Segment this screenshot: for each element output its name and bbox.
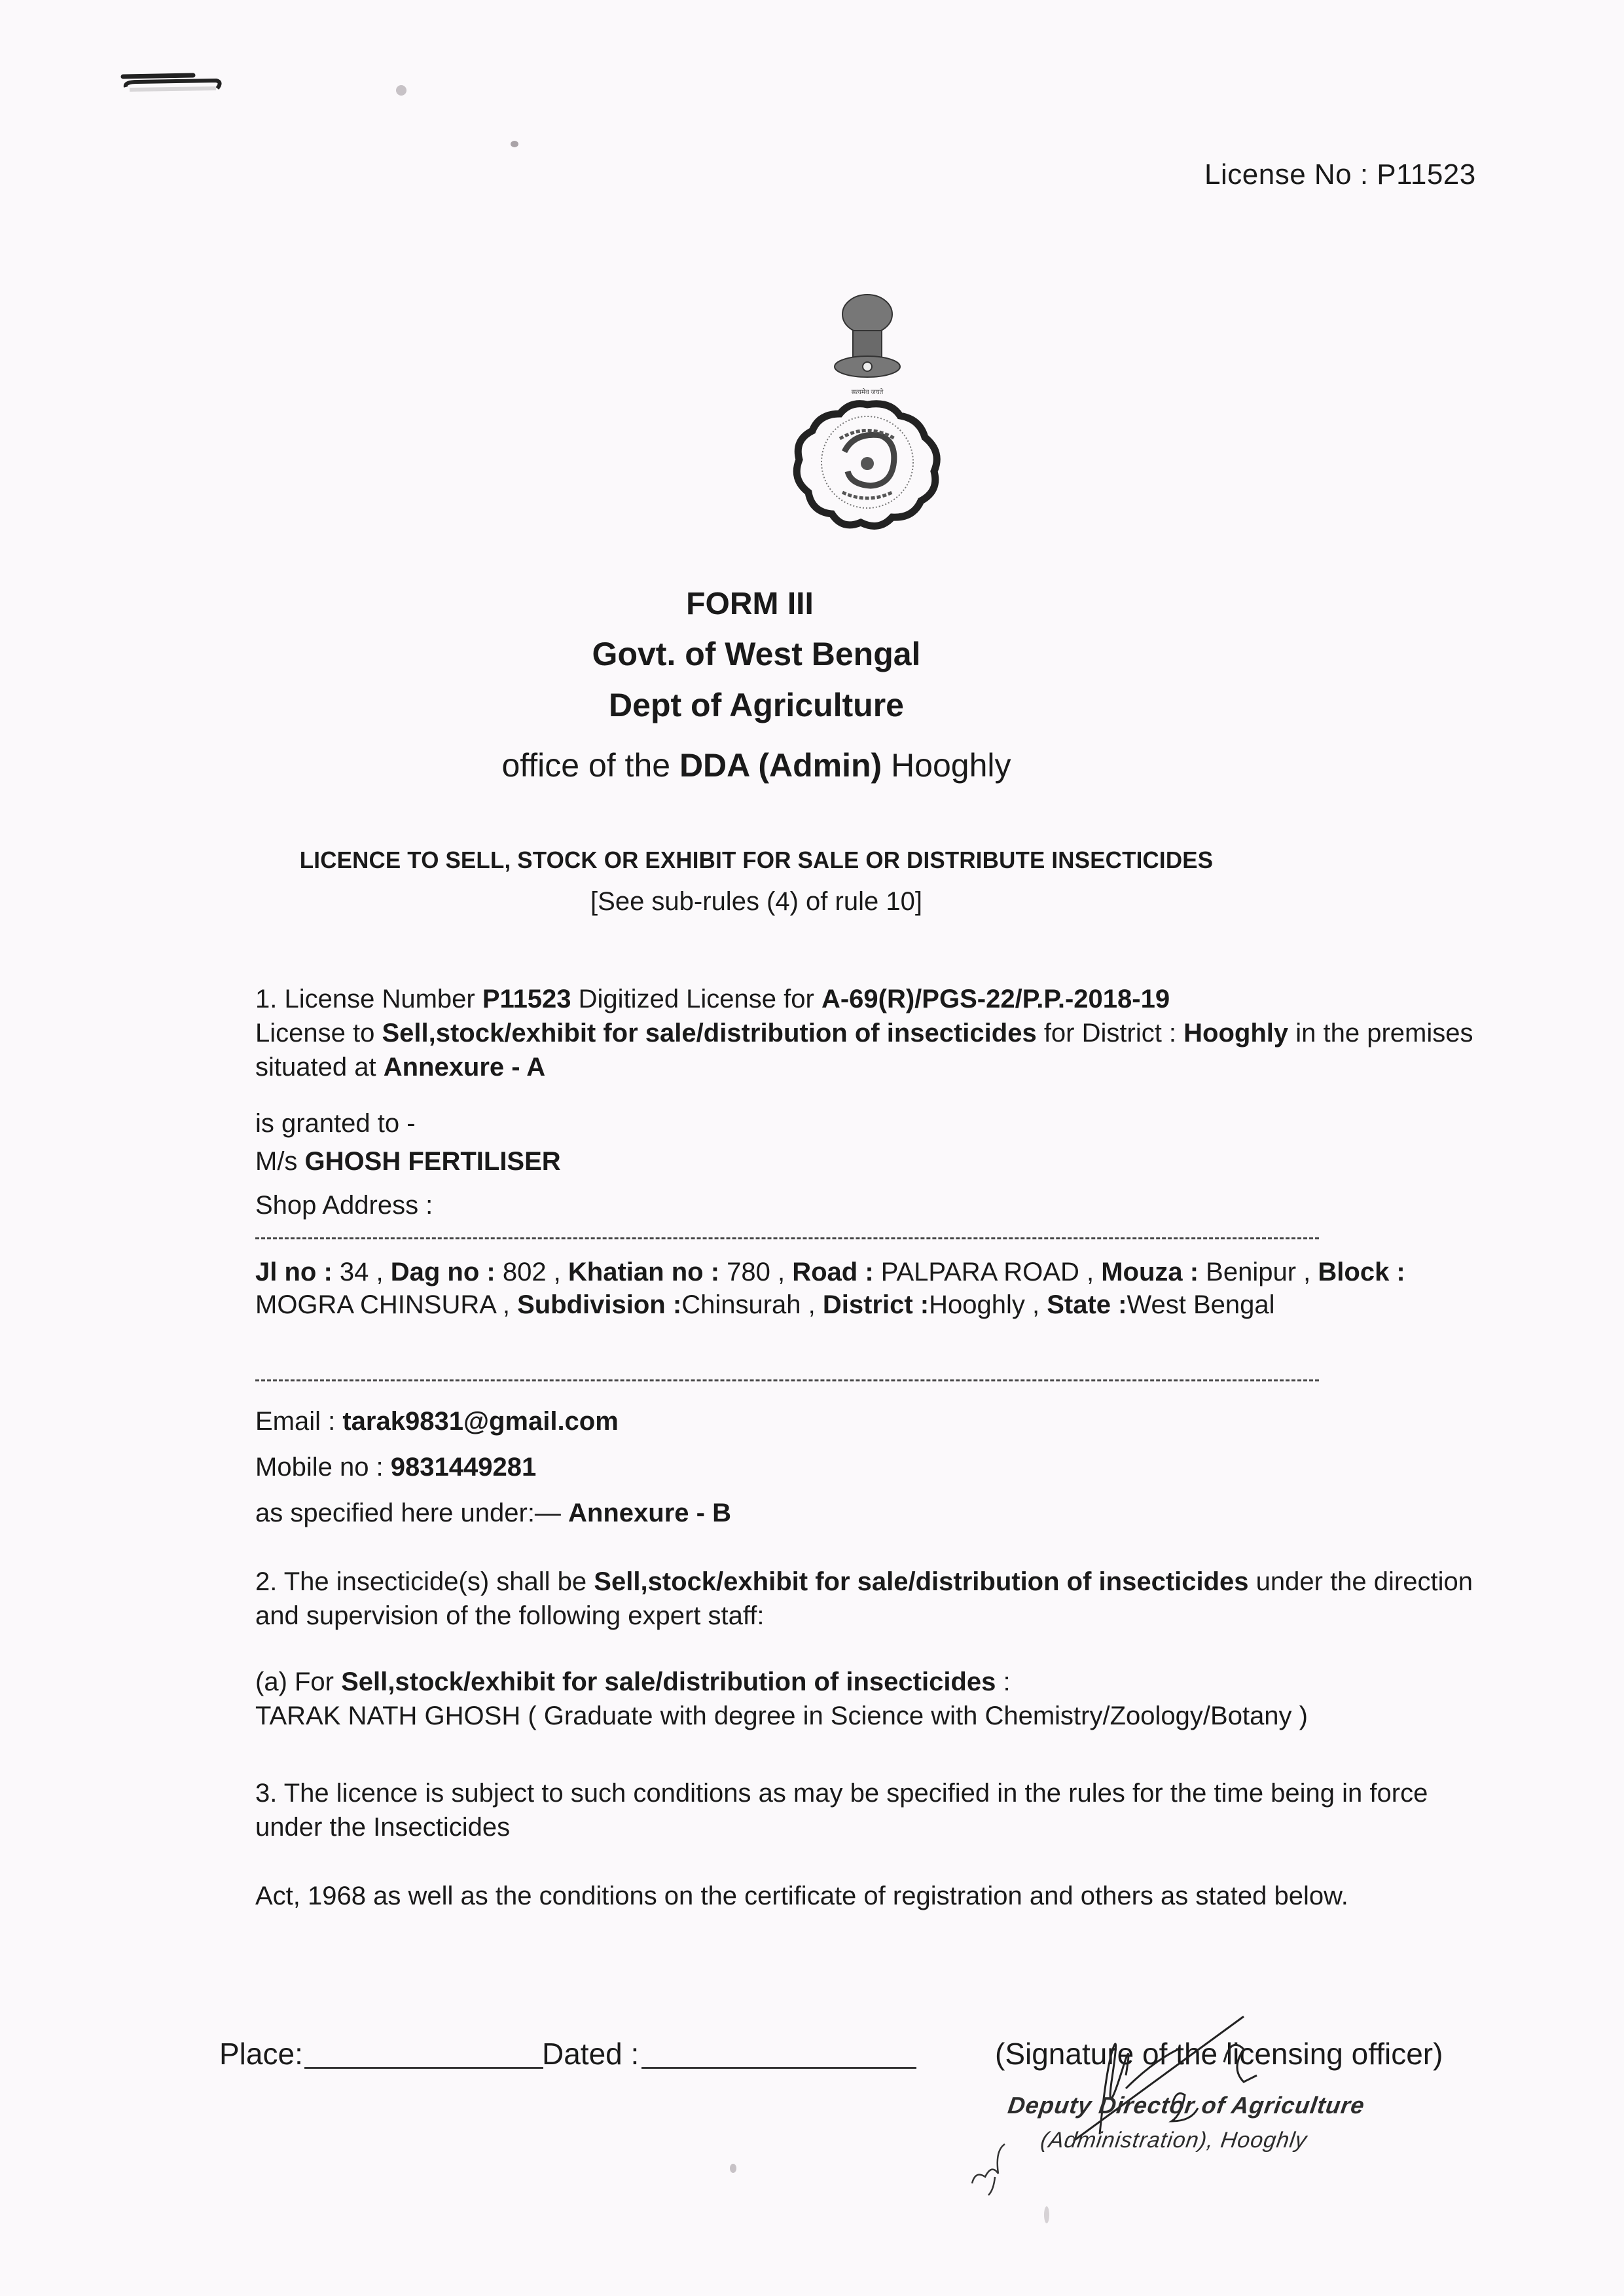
paper-speck <box>396 85 406 96</box>
section-3-continuation: Act, 1968 as well as the conditions on the certificate of registration and others as stated below. <box>255 1882 1348 1910</box>
license-number: P11523 <box>482 985 571 1013</box>
lion-capital-icon <box>835 295 900 377</box>
officer-stamp-office: (Administration), Hooghly <box>1039 2128 1309 2153</box>
dept-heading: Dept of Agriculture <box>609 687 904 723</box>
west-bengal-emblem-icon <box>782 288 952 537</box>
officer-stamp-title: Deputy Director of Agriculture <box>1006 2092 1367 2119</box>
licence-title: LICENCE TO SELL, STOCK OR EXHIBIT FOR SALE OR DISTRIBUTE INSECTICIDES <box>299 847 1214 873</box>
dashed-divider <box>255 1237 1319 1239</box>
mobile-value: 9831449281 <box>390 1453 537 1482</box>
signature-label: (Signature of the licensing officer) <box>995 2037 1443 2071</box>
section-3-paragraph: 3. The licence is subject to such conditions as may be specified in the rules for the time being in force under the Insecticides <box>255 1779 1428 1842</box>
paper-speck <box>511 141 518 147</box>
expert-staff: TARAK NATH GHOSH ( Graduate with degree in Science with Chemistry/Zoology/Botany ) <box>255 1702 1308 1730</box>
section-2a-paragraph: (a) For Sell,stock/exhibit for sale/distribution of insecticides : TARAK NATH GHOSH ( Graduate with degree in Science with Chemistry/Zoology/Botany ) <box>255 1667 1308 1730</box>
section-1-paragraph: 1. License Number P11523 Digitized License for A-69(R)/PGS-22/P.P.-2018-19 License to Sell,stock/exhibit for sale/distribution of insecticides for District : Hooghly in the premises situated at Annexure - A <box>255 985 1473 1082</box>
sub-rules-note: [See sub-rules (4) of rule 10] <box>590 887 922 916</box>
dated-label: Dated : <box>542 2037 640 2071</box>
paper-speck <box>1044 2206 1049 2223</box>
place-field <box>304 2067 543 2069</box>
granted-to-label: is granted to - <box>255 1109 416 1138</box>
office-prefix: office of the <box>501 747 679 784</box>
license-number-header: License No : P11523 <box>1204 158 1476 191</box>
place-label: Place: <box>219 2037 303 2071</box>
govt-heading: Govt. of West Bengal <box>592 636 921 672</box>
dated-field <box>641 2067 916 2069</box>
digitized-reference: A-69(R)/PGS-22/P.P.-2018-19 <box>821 985 1170 1013</box>
annexure-b-line: as specified here under:— Annexure - B <box>255 1499 731 1527</box>
dashed-divider <box>255 1379 1319 1381</box>
email-line: Email : tarak9831@gmail.com <box>255 1407 619 1436</box>
paper-speck <box>730 2164 736 2173</box>
office-name: DDA (Admin) <box>679 747 882 784</box>
annexure-a-ref: Annexure - A <box>383 1053 546 1082</box>
section-2-paragraph: 2. The insecticide(s) shall be Sell,stock/exhibit for sale/distribution of insecticides under the direction and supervision of the following expert staff: <box>255 1567 1473 1630</box>
initials-mark <box>969 2138 1015 2196</box>
firm-name: GHOSH FERTILISER <box>304 1147 561 1176</box>
staple-mark <box>118 62 236 95</box>
license-activity: Sell,stock/exhibit for sale/distribution of insecticides <box>382 1019 1037 1048</box>
office-heading <box>0 746 1568 784</box>
firm-line: M/s GHOSH FERTILISER <box>255 1147 561 1176</box>
shop-address-label: Shop Address : <box>255 1191 433 1220</box>
form-title: FORM III <box>686 587 814 621</box>
office-location: Hooghly <box>882 747 1011 784</box>
emblem-motto: सत्यमेव जयते <box>851 389 884 396</box>
license-district: Hooghly <box>1183 1019 1289 1048</box>
email-value: tarak9831@gmail.com <box>342 1407 619 1436</box>
annexure-b-ref: Annexure - B <box>568 1499 731 1527</box>
shop-address: Jl no : 34 , Dag no : 802 , Khatian no : 780 , Road : PALPARA ROAD , Mouza : Benipur , Block : MOGRA CHINSURA , Subdivision :Chinsurah , District :Hooghly , State :West Bengal <box>255 1258 1405 1319</box>
mobile-line: Mobile no : 9831449281 <box>255 1453 537 1482</box>
state-seal-icon <box>797 404 937 526</box>
